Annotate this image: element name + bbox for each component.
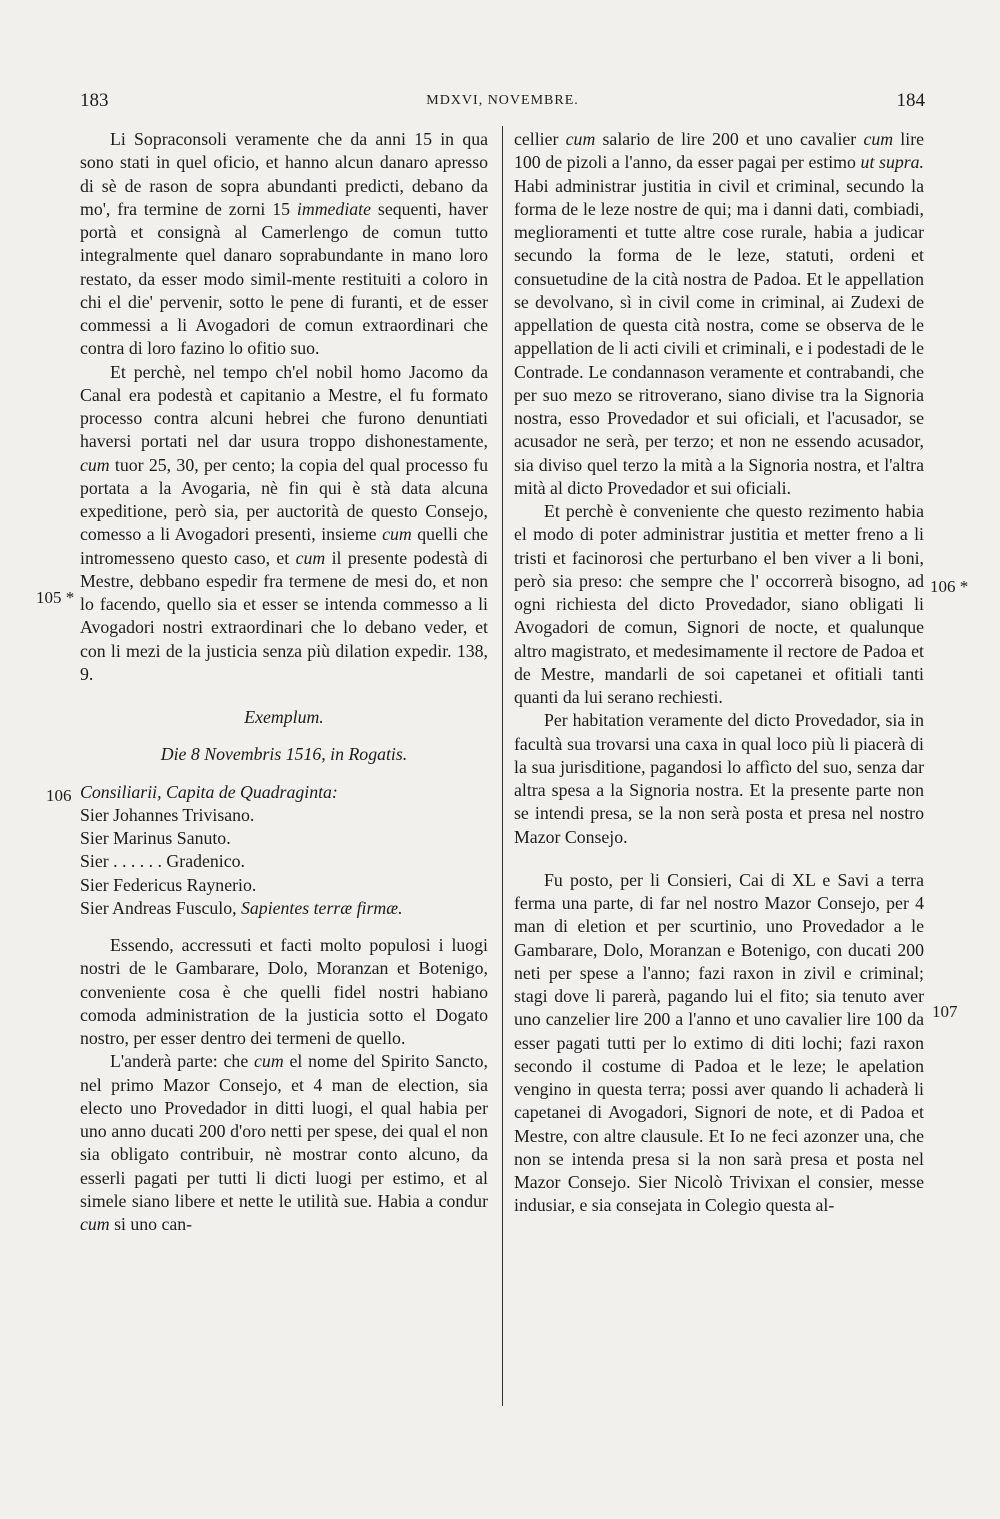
left-column	[80, 128, 488, 1236]
paragraph: Li Sopraconsoli veramente che da anni 15 in qua sono stati in quel oficio, et hanno alcun danaro apresso di sè de rason de sopra abundanti predicti, debano da mo', fra termine de zorni 15 immediate sequenti, haver portà et consignà al Camerlengo de comun tutto integralmente quel danaro soprabundante in mano loro restato, da esser modo simil-mente restituiti a coloro in chi el die' pervenir, sotto le pene di furanti, et de esser commessi a li Avogadori de comun extraordinari che contra di loro fazino lo ofitio suo.	[80, 129, 488, 359]
section-heading: Exemplum.	[244, 707, 324, 727]
paragraph: Fu posto, per li Consieri, Cai di XL e Savi a terra ferma una parte, di far nel nostro Mazor Consejo, per 4 man di eletion et per scurtinio, uno Provedador a le Gambarare, Dolo, Moranzan e Botenigo, con ducati 200 neti per spese a l'anno; fazi raxon in zivil e criminal; stagi dove li parerà, pagando lui el fito; sia tenuto aver uno canzelier lire 200 a l'anno et uno cavalier lire 100 da esser pagati tutti per lo extimo di diti lochi; fazi raxon secondo il costume di Padoa et le leze; le apelation vengino in questa terra; possi aver quando li achaderà li capetanei di Avogadori, Signori de note, et di Padoa et Mestre, con altre clausule. Et Io ne feci azonzer una, che non se intenda presa si la non sarà presa et posta nel Mazor Consejo. Sier Nicolò Trivixan el consier, messe indusiar, e sia consejata in Colegio questa al-	[514, 869, 924, 1216]
paragraph: Et perchè, nel tempo ch'el nobil homo Jacomo da Canal era podestà et capitanio a Mestre, el fu formato processo contra alcuni hebrei che furono denuntiati haversi portati nel dar usura troppo dishonestamente, cum tuor 25, 30, per cento; la copia del qual processo fu portata a la Avogaria, nè fin qui è stà data alcuna expeditione, però sia, per auctorità de questo Consejo, comesso a li Avogadori presenti, insieme cum quelli che intromesseno questo caso, et cum il presente podestà di Mestre, debbano espedir fra termene de mesi do, et non lo facendo, quello sia et esser se intenda commesso a li Avogadori nostri extraordinari che lo debano veder, et con li mezi de la justicia senza più dilation expedir. 138, 9.	[80, 361, 489, 684]
signatory: Sier Marinus Sanuto.	[80, 828, 231, 848]
margin-note-106: 106	[46, 786, 72, 805]
margin-note-107: 107	[932, 1002, 958, 1021]
signatory: Sier . . . . . . Gradenico.	[80, 851, 245, 872]
paragraph: L'anderà parte: che cum el nome del Spirito Sancto, nel primo Mazor Consejo, et 4 man de election, sia electo uno Provedador in ditti luogi, el qual habia per uno anno ducati 200 d'oro netti per spese, dei qual el non sia obligato contribuir, nè mostrar conto alcuno, da esserli pagati per tutti li dicti luogi per estimo, et al simele siano libere et nette le utilità sue. Habia a condur cum si uno can-	[80, 1051, 489, 1234]
paragraph: Per habitation veramente del dicto Provedador, sia in facultà sua trovarsi una caxa in qual loco più li piacerà di la sua jurisditione, pagandosi lo affìcto del suo, senza dar altra spesa a la Signoria nostra. Et la presente parte non se intendi presa, se la non serà posta et presa nel nostro Mazor Consejo.	[514, 710, 924, 847]
page-header	[80, 90, 925, 114]
margin-note-105: 105 *	[36, 588, 75, 607]
column-divider	[502, 126, 503, 1406]
margin-note-106-star: 106 *	[930, 577, 969, 596]
document-date: Die 8 Novembris 1516, in Rogatis.	[160, 744, 408, 765]
paragraph: Et perchè è conveniente che questo rezimento habia el modo di poter administrar justitia et metter freno a li tristi et facinorosi che perturbano el ben viver a li boni, però sia preso: che sempre che l' occorrerà bisogno, ad ogni richiesta del dicto Provedador, siano obligati li Avogadori de comun, Signori de nocte, et qualunque altro magistrato, et medesimamente il rectore de Padoa et de Mestre, mandarli de soi capetanei et ofitiali tanti quanti da lui serano rechiesti.	[514, 501, 924, 707]
paragraph: Essendo, accressuti et facti molto populosi i luogi nostri de le Gambarare, Dolo, Moranzan et Botenigo, conveniente cosa è che quelli fidel nostri habiano comoda administration de la justicia sotto el Dogato nostro, per esser dentro dei termeni de quello.	[80, 935, 488, 1048]
right-column	[514, 128, 924, 1218]
running-title: MDXVI, NOVEMBRE.	[426, 93, 579, 108]
signatory: Sier Johannes Trivisano.	[80, 804, 255, 825]
page-number-right: 184	[896, 90, 925, 111]
signatories-heading: Consiliarii, Capita de Quadraginta:	[80, 781, 338, 802]
page-number-left: 183	[80, 90, 109, 111]
paragraph: cellier cum salario de lire 200 et uno cavalier cum lire 100 de pizoli a l'anno, da esser pagai per estimo ut supra. Habi administrar justitia in civil et criminal, secundo la forma de le leze nostre de qui; ma i danni dati, combiadi, meglioramenti et tutte altre cose rurale, habia a judicar secundo la forma de le leze, statuti, ordeni et consuetudine de la cità nostra de Padoa. Et le appellation se devolvano, sì in civil come in criminal, ai Zudexi de appellation de questa cità nostra, come se observa de le appellation de li acti civili et criminali, e i podestadi de le Contrade. Le condannason veramente et contrabandi, che per suo mezo se ritroverano, siano divise tra la Signoria nostra, esso Provedador et sui oficiali, et l'acusador, se acusador ne serà, per terzo; et non ne essendo acusador, sia diviso quel terzo la mità a la Signoria nostra, et l'altra mità al dicto Provedador et sui oficiali.	[514, 129, 925, 498]
signatory: Sier Andreas Fusculo, Sapientes terræ firmæ.	[80, 897, 403, 918]
signatory: Sier Federicus Raynerio.	[80, 874, 257, 895]
